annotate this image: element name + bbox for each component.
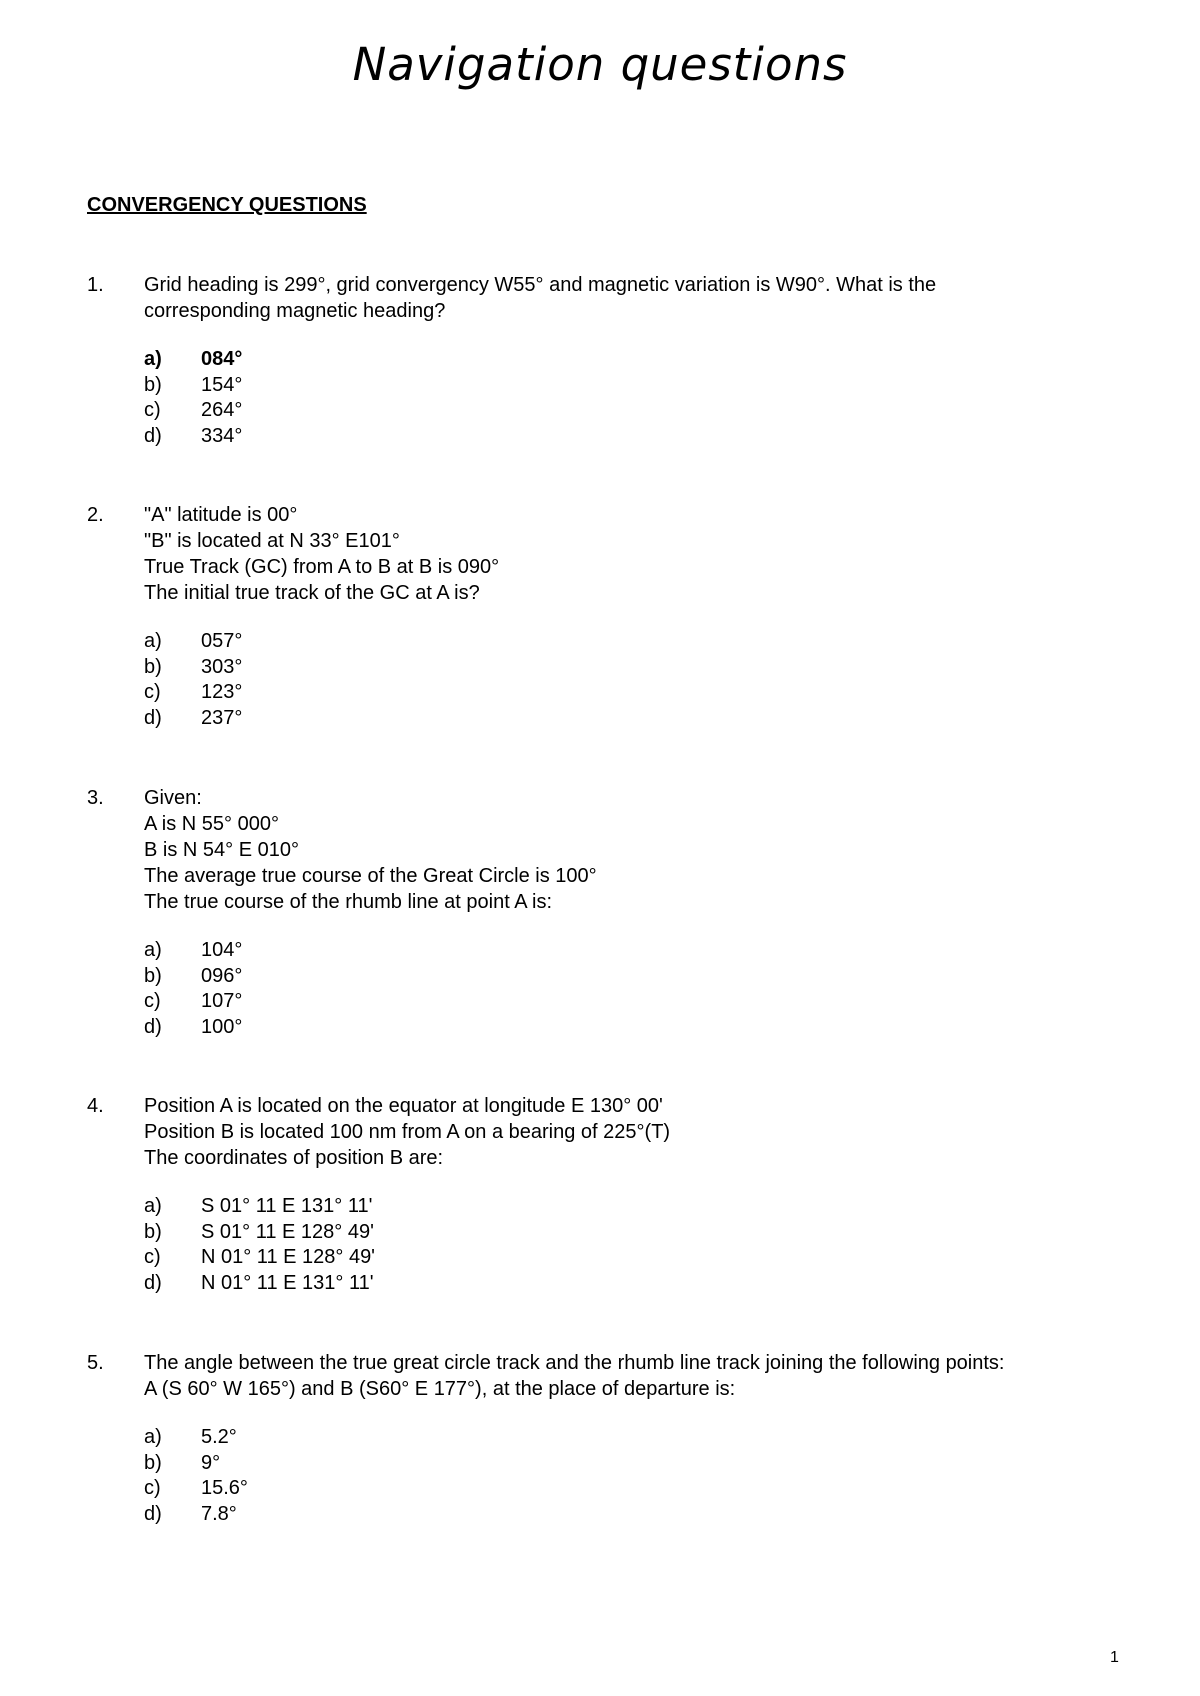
answer-text: 237° bbox=[201, 706, 243, 729]
answer-text: 057° bbox=[201, 630, 243, 652]
question-line: The initial true track of the GC at A is? bbox=[144, 582, 480, 604]
answer-option bbox=[144, 989, 1127, 1015]
question-1 bbox=[87, 272, 1127, 449]
question-text bbox=[144, 1350, 1127, 1402]
answer-text: 084° bbox=[201, 348, 243, 370]
answer-letter: a) bbox=[144, 1195, 162, 1217]
answer-text: 9° bbox=[201, 1451, 221, 1474]
answer-option bbox=[144, 424, 1127, 450]
answer-letter: c) bbox=[144, 990, 161, 1012]
question-line: Position B is located 100 nm from A on a bearing of 225°(T) bbox=[144, 1121, 671, 1143]
question-line: True Track (GC) from A to B at B is 090° bbox=[144, 556, 500, 578]
answer-text: 15.6° bbox=[201, 1477, 248, 1499]
answer-list bbox=[144, 629, 1127, 731]
question-line: The angle between the true great circle track and the rhumb line track joining the following points: bbox=[144, 1352, 1005, 1374]
question-number: 1. bbox=[87, 274, 104, 296]
answer-option bbox=[144, 680, 1127, 706]
answer-letter: a) bbox=[144, 348, 162, 370]
answer-list bbox=[144, 938, 1127, 1040]
answer-option bbox=[144, 1425, 1127, 1451]
answer-option bbox=[144, 398, 1127, 424]
answer-text: 334° bbox=[201, 424, 243, 447]
question-line: Position A is located on the equator at longitude E 130° 00' bbox=[144, 1095, 663, 1117]
answer-text: 104° bbox=[201, 939, 243, 961]
question-number: 3. bbox=[87, 787, 104, 809]
answer-option bbox=[144, 964, 1127, 990]
question-line: Grid heading is 299°, grid convergency W55° and magnetic variation is W90°. What is the bbox=[144, 274, 937, 296]
question-line: A is N 55° 000° bbox=[144, 813, 279, 835]
answer-letter: d) bbox=[144, 1015, 162, 1038]
answer-option bbox=[144, 706, 1127, 732]
answer-letter: c) bbox=[144, 1477, 161, 1499]
answer-option bbox=[144, 938, 1127, 964]
answer-option bbox=[144, 1015, 1127, 1041]
answer-option bbox=[144, 655, 1127, 681]
answer-text: S 01° 11 E 131° 11' bbox=[201, 1195, 373, 1217]
question-line: corresponding magnetic heading? bbox=[144, 300, 446, 322]
question-number: 4. bbox=[87, 1095, 104, 1117]
answer-text: 303° bbox=[201, 655, 243, 678]
page-number: 1 bbox=[1110, 1649, 1119, 1666]
answer-letter: b) bbox=[144, 655, 162, 678]
answer-letter: c) bbox=[144, 1246, 161, 1268]
answer-text: N 01° 11 E 128° 49' bbox=[201, 1246, 376, 1268]
question-line: A (S 60° W 165°) and B (S60° E 177°), at the place of departure is: bbox=[144, 1378, 736, 1400]
answer-letter: a) bbox=[144, 939, 162, 961]
answer-text: N 01° 11 E 131° 11' bbox=[201, 1271, 374, 1294]
answer-option bbox=[144, 373, 1127, 399]
question-line: "B" is located at N 33° E101° bbox=[144, 530, 400, 552]
question-text bbox=[144, 785, 1127, 915]
answer-option bbox=[144, 1271, 1127, 1297]
answer-letter: d) bbox=[144, 706, 162, 729]
question-3 bbox=[87, 785, 1127, 1040]
answer-text: 154° bbox=[201, 373, 243, 396]
answer-letter: d) bbox=[144, 1271, 162, 1294]
answer-text: 264° bbox=[201, 399, 243, 421]
answer-letter: a) bbox=[144, 630, 162, 652]
answer-letter: b) bbox=[144, 1220, 162, 1243]
answer-option bbox=[144, 347, 1127, 373]
answer-option bbox=[144, 1245, 1127, 1271]
question-line: The coordinates of position B are: bbox=[144, 1147, 444, 1169]
answer-text: 107° bbox=[201, 990, 243, 1012]
answer-list bbox=[144, 1425, 1127, 1527]
answer-letter: d) bbox=[144, 424, 162, 447]
answer-text: 123° bbox=[201, 681, 243, 703]
answer-option bbox=[144, 1451, 1127, 1477]
answer-letter: d) bbox=[144, 1502, 162, 1525]
answer-option bbox=[144, 1502, 1127, 1528]
answer-text: 096° bbox=[201, 964, 243, 987]
question-5 bbox=[87, 1350, 1127, 1527]
answer-letter: c) bbox=[144, 399, 161, 421]
answer-letter: b) bbox=[144, 1451, 162, 1474]
section-heading: CONVERGENCY QUESTIONS bbox=[87, 194, 367, 216]
answer-text: 5.2° bbox=[201, 1426, 237, 1448]
answer-list bbox=[144, 347, 1127, 449]
question-line: B is N 54° E 010° bbox=[144, 839, 299, 861]
answer-option bbox=[144, 1194, 1127, 1220]
answer-text: S 01° 11 E 128° 49' bbox=[201, 1220, 374, 1243]
answer-option bbox=[144, 1220, 1127, 1246]
question-2 bbox=[87, 502, 1127, 731]
page-title: Navigation questions bbox=[352, 38, 848, 91]
answer-letter: b) bbox=[144, 373, 162, 396]
answer-option bbox=[144, 629, 1127, 655]
question-4 bbox=[87, 1093, 1127, 1296]
answer-letter: a) bbox=[144, 1426, 162, 1448]
question-line: Given: bbox=[144, 787, 202, 809]
question-text bbox=[144, 1093, 1127, 1171]
question-number: 5. bbox=[87, 1352, 104, 1374]
answer-option bbox=[144, 1476, 1127, 1502]
question-line: The true course of the rhumb line at point A is: bbox=[144, 891, 553, 913]
question-text bbox=[144, 272, 1127, 324]
answer-letter: c) bbox=[144, 681, 161, 703]
question-line: "A" latitude is 00° bbox=[144, 504, 298, 526]
answer-list bbox=[144, 1194, 1127, 1296]
answer-letter: b) bbox=[144, 964, 162, 987]
answer-text: 100° bbox=[201, 1015, 243, 1038]
answer-text: 7.8° bbox=[201, 1502, 237, 1525]
question-number: 2. bbox=[87, 504, 104, 526]
question-text bbox=[144, 502, 1127, 606]
question-line: The average true course of the Great Circle is 100° bbox=[144, 865, 597, 887]
